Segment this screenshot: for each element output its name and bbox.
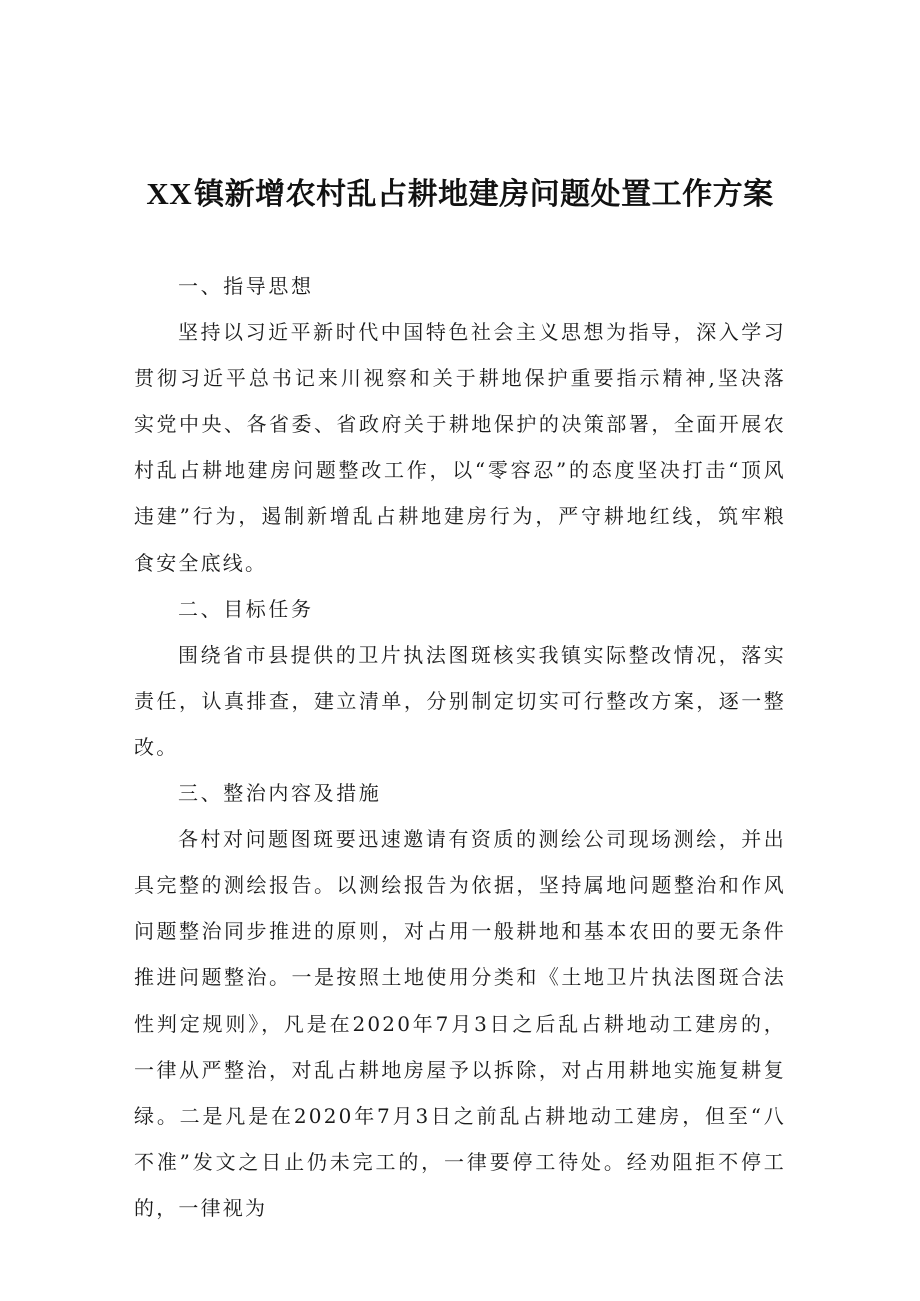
title-main: 镇新增农村乱占耕地建房问题处置工作方案: [194, 177, 774, 212]
section-heading-measures: 三、整治内容及措施: [178, 781, 382, 806]
section-paragraph-measures: 各村对问题图斑要迅速邀请有资质的测绘公司现场测绘，并出具完整的测绘报告。以测绘报告为依据，坚持属地问题整治和作风问题整治同步推进的原则，对占用一般耕地和基本农田的要无条件推进问题整治。一是按照土地使用分类和《土地卫片执法图斑合法性判定规则》，凡是在2020年7月3日之后乱占耕地动工建房的，一律从严整治，对乱占耕地房屋予以拆除，对占用耕地实施复耕复绿。二是凡是在2020年7月3日之前乱占耕地动工建房，但至“八不准”发文之日止仍未完工的，一律要停工待处。经劝阻拒不停工的，一律视为: [134, 827, 786, 1220]
document-title: [0, 172, 920, 217]
section-heading-goals: 二、目标任务: [178, 596, 314, 621]
title-prefix: XX: [146, 176, 193, 211]
section-heading-guiding-thought: 一、指导思想: [178, 274, 314, 298]
section-paragraph-goals: 围绕省市县提供的卫片执法图斑核实我镇实际整改情况，落实责任，认真排查，建立清单，分别制定切实可行整改方案，逐一整改。: [134, 642, 786, 759]
section-paragraph-guiding-thought: 坚持以习近平新时代中国特色社会主义思想为指导，深入学习贯彻习近平总书记来川视察和关于耕地保护重要指示精神,坚决落实党中央、各省委、省政府关于耕地保护的决策部署，全面开展农村乱占耕地建房问题整改工作，以“零容忍”的态度坚决打击“顶风违建”行为，遏制新增乱占耕地建房行为，严守耕地红线，筑牢粮食安全底线。: [134, 320, 786, 575]
document-body: [134, 263, 786, 1231]
